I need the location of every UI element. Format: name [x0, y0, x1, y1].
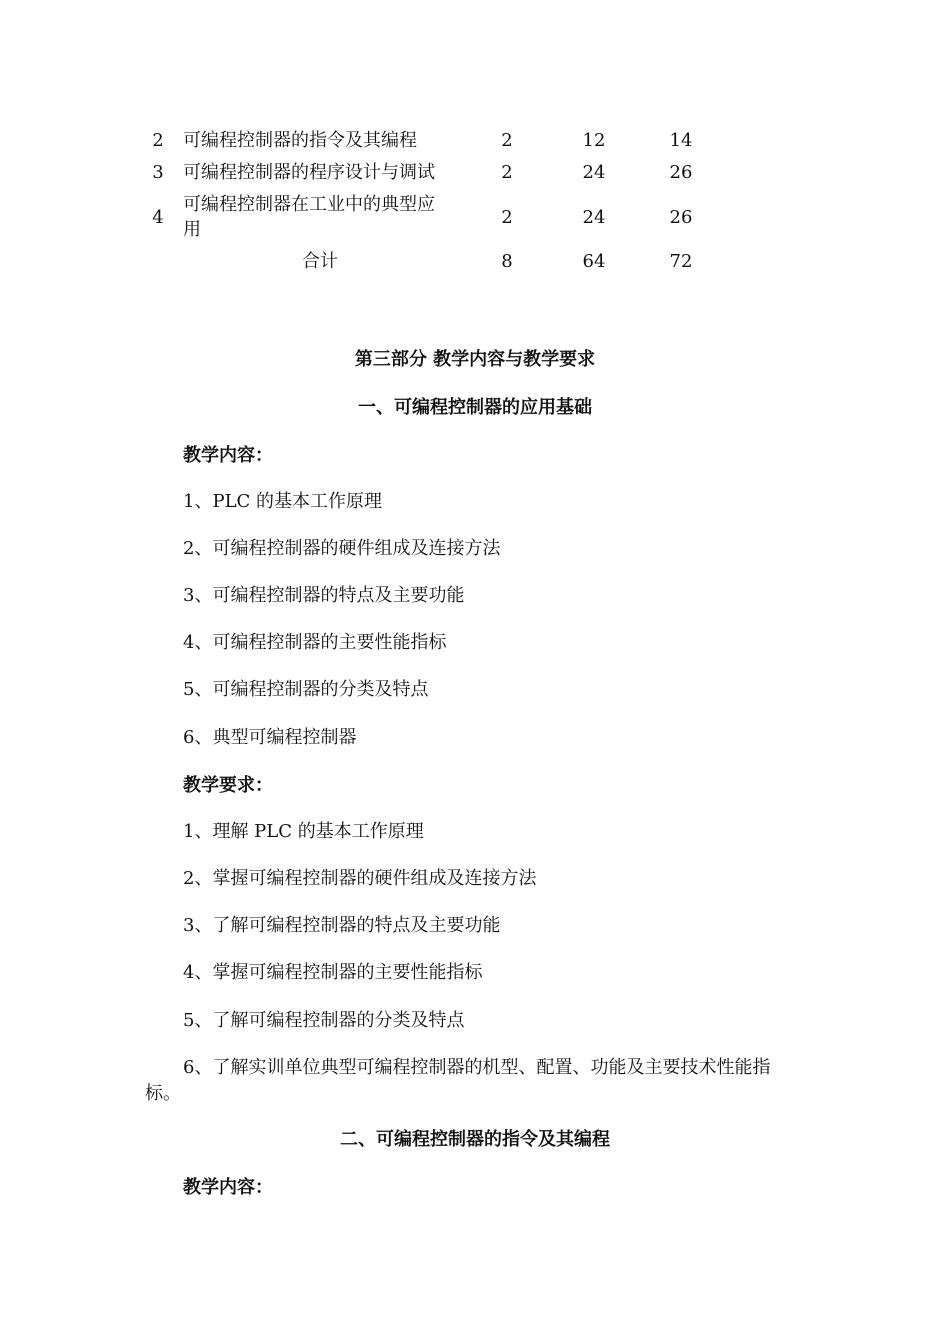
row-title: 可编程控制器的指令及其编程	[183, 130, 417, 151]
total-label: 合计	[302, 251, 338, 272]
list-item: 2、掌握可编程控制器的硬件组成及连接方法	[183, 868, 537, 889]
list-item: 6、了解实训单位典型可编程控制器的机型、配置、功能及主要技术性能指	[183, 1057, 771, 1078]
row-total-hours: 26	[669, 207, 693, 228]
row-theory-hours: 2	[501, 207, 513, 228]
row-title: 可编程控制器在工业中的典型应	[183, 194, 435, 215]
list-item: 3、了解可编程控制器的特点及主要功能	[183, 915, 501, 936]
list-item: 6、典型可编程控制器	[183, 727, 357, 748]
row-number: 3	[152, 162, 164, 183]
row-practice-hours: 24	[582, 207, 606, 228]
list-item: 5、了解可编程控制器的分类及特点	[183, 1010, 465, 1031]
row-theory-hours: 2	[501, 162, 513, 183]
row-practice-hours: 12	[582, 130, 606, 151]
row-total-hours: 26	[669, 162, 693, 183]
list-item: 5、可编程控制器的分类及特点	[183, 679, 429, 700]
list-item: 1、理解 PLC 的基本工作原理	[183, 821, 424, 842]
row-number: 4	[152, 207, 164, 228]
row-title-continued: 用	[183, 219, 201, 240]
total-practice-hours: 64	[582, 251, 606, 272]
row-practice-hours: 24	[582, 162, 606, 183]
row-title: 可编程控制器的程序设计与调试	[183, 162, 435, 183]
part-title: 第三部分 教学内容与教学要求	[354, 349, 596, 370]
list-item-continued: 标。	[145, 1083, 181, 1104]
section-title: 一、可编程控制器的应用基础	[358, 397, 592, 418]
row-theory-hours: 2	[501, 130, 513, 151]
content-heading: 教学内容：	[183, 1177, 273, 1198]
row-number: 2	[152, 130, 164, 151]
list-item: 1、PLC 的基本工作原理	[183, 491, 383, 512]
list-item: 2、可编程控制器的硬件组成及连接方法	[183, 538, 501, 559]
list-item: 4、掌握可编程控制器的主要性能指标	[183, 962, 483, 983]
total-theory-hours: 8	[501, 251, 513, 272]
row-total-hours: 14	[669, 130, 693, 151]
list-item: 4、可编程控制器的主要性能指标	[183, 632, 447, 653]
total-total-hours: 72	[669, 251, 693, 272]
requirements-heading: 教学要求：	[183, 775, 273, 796]
list-item: 3、可编程控制器的特点及主要功能	[183, 585, 465, 606]
content-heading: 教学内容：	[183, 445, 273, 466]
section-title: 二、可编程控制器的指令及其编程	[340, 1129, 610, 1150]
